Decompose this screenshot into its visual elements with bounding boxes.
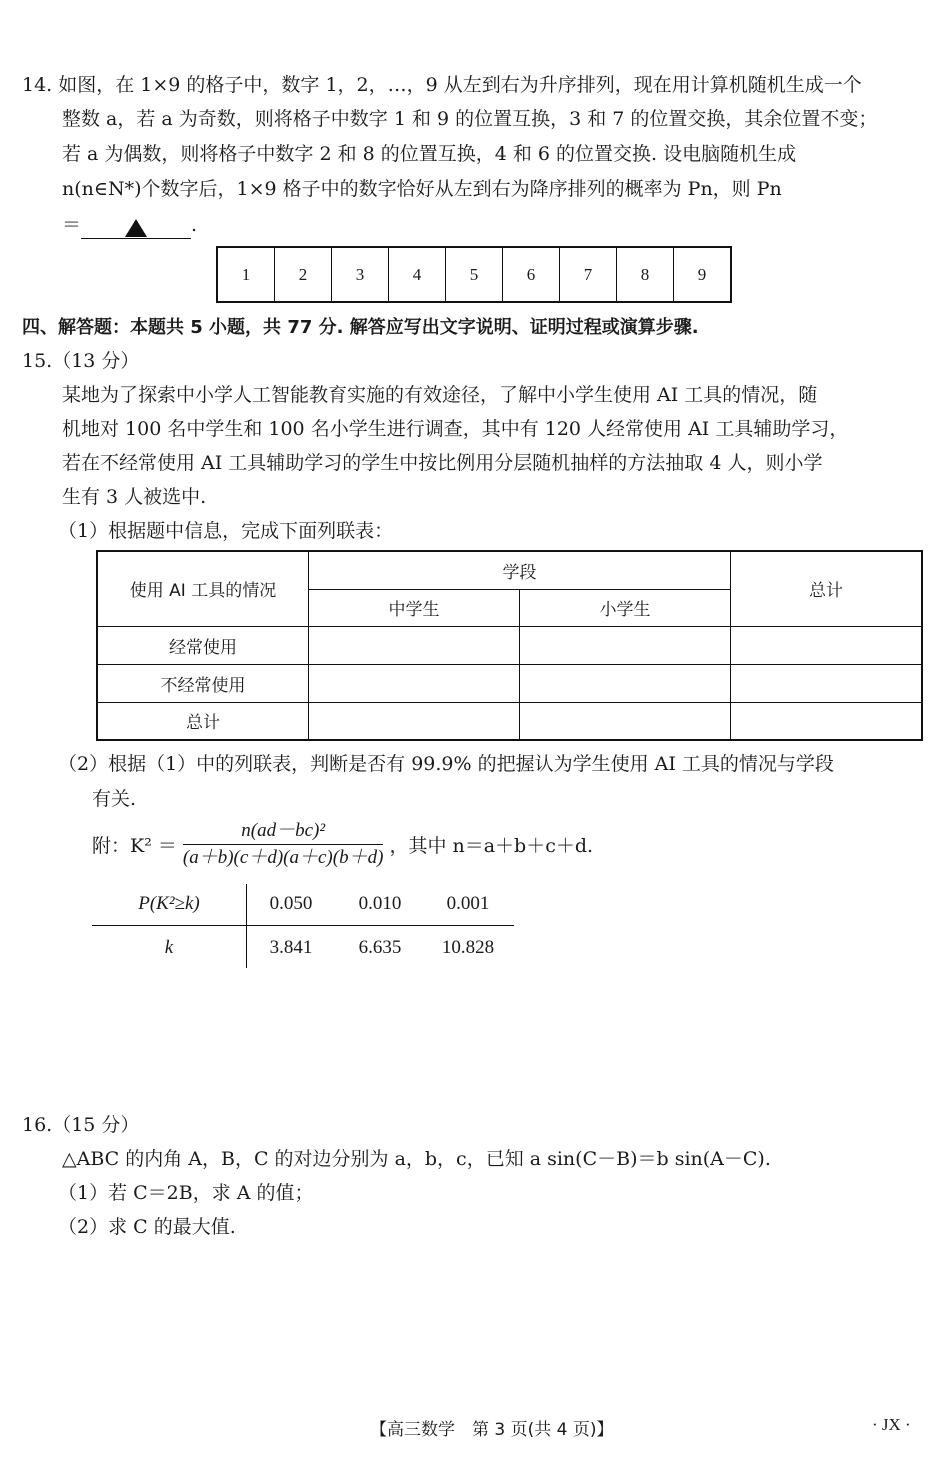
q14-line1: 14. 如图，在 1×9 的格子中，数字 1，2，…，9 从左到右为升序排列，现在用计算机随机生成一个 [22, 74, 862, 96]
q14-line2: 整数 a，若 a 为奇数，则将格子中数字 1 和 9 的位置互换，3 和 7 的位置交换，其余位置不变； [62, 108, 878, 130]
ref-k-value: 10.828 [441, 937, 495, 958]
ref-p-value: 0.050 [269, 893, 313, 914]
ref-divider-horizontal [92, 925, 514, 926]
q16-header: 16.（15 分） [22, 1114, 140, 1136]
critical-value-table [92, 884, 512, 968]
grid-cell: 7 [560, 248, 617, 301]
table-cell [309, 702, 520, 740]
q14-period: . [191, 214, 198, 236]
formula-numerator: n(ad－bc)² [183, 818, 383, 845]
formula-denominator: (a＋b)(c＋d)(a＋c)(b＋d) [182, 847, 384, 868]
table-row [92, 884, 512, 924]
table-corner-header: 使用 AI 工具的情况 [97, 551, 309, 626]
grid-cell: 6 [503, 248, 560, 301]
table-row [97, 702, 922, 740]
table-cell [731, 664, 923, 702]
q14-line3: 若 a 为偶数，则将格子中数字 2 和 8 的位置互换，4 和 6 的位置交换. 设电脑随机生成 [62, 143, 797, 165]
ref-k-label: k [164, 937, 174, 958]
q15-para-line4: 生有 3 人被选中. [62, 486, 207, 508]
q15-part1: （1）根据题中信息，完成下面列联表： [58, 520, 394, 542]
q15-header: 15.（13 分） [22, 350, 140, 372]
grid-cell: 9 [697, 264, 707, 284]
grid-cell: 1 [218, 248, 275, 301]
table-row-label: 总计 [97, 702, 309, 740]
table-row [97, 664, 922, 702]
q14-line5 [62, 210, 197, 240]
q14-line4: n(n∈N*)个数字后，1×9 格子中的数字恰好从左到右为降序排列的概率为 Pn，则 Pn [62, 178, 782, 200]
q16-part1: （1）若 C＝2B，求 A 的值； [58, 1182, 314, 1204]
table-col-primary-school: 小学生 [520, 589, 731, 626]
table-row-label: 经常使用 [97, 626, 309, 664]
formula-prefix: 附：K² ＝ [92, 835, 177, 857]
table-row-label: 不经常使用 [97, 664, 309, 702]
footer-tag: · JX · [872, 1415, 911, 1434]
q15-para-line1: 某地为了探索中小学人工智能教育实施的有效途径，了解中小学生使用 AI 工具的情况，随 [62, 384, 818, 406]
table-group-header: 学段 [309, 551, 731, 589]
q16-part2: （2）求 C 的最大值. [58, 1216, 236, 1238]
ref-p-label: P(K²≥k) [138, 893, 200, 914]
formula-suffix: ，其中 n＝a＋b＋c＋d. [389, 835, 594, 857]
grid-cell: 3 [332, 248, 389, 301]
table-cell [309, 664, 520, 702]
grid-cell: 2 [275, 248, 332, 301]
ref-divider-vertical [246, 884, 247, 968]
grid-cell: 5 [446, 248, 503, 301]
table-col-middle-school: 中学生 [309, 589, 520, 626]
table-cell [731, 626, 923, 664]
table-cell [520, 664, 731, 702]
grid-cell: 8 [617, 248, 674, 301]
q15-part2-line2: 有关. [92, 788, 137, 810]
q15-para-line3: 若在不经常使用 AI 工具辅助学习的学生中按比例用分层随机抽样的方法抽取 4 人，则小学 [62, 452, 823, 474]
ref-k-value: 6.635 [358, 937, 402, 958]
section-heading: 四、解答题：本题共 5 小题，共 77 分. 解答应写出文字说明、证明过程或演算步骤. [22, 317, 699, 338]
q15-para-line2: 机地对 100 名中学生和 100 名小学生进行调查，其中有 120 人经常使用 AI 工具辅助学习， [62, 418, 849, 440]
ref-p-value: 0.001 [446, 893, 490, 914]
table-row [92, 928, 512, 968]
table-total-header: 总计 [731, 551, 923, 626]
number-grid [216, 246, 732, 303]
table-row [97, 626, 922, 664]
q15-part2-line1: （2）根据（1）中的列联表，判断是否有 99.9% 的把握认为学生使用 AI 工具的情况与学段 [58, 753, 834, 775]
formula [92, 818, 593, 871]
q14-equals: ＝ [62, 214, 82, 236]
answer-blank [81, 214, 191, 239]
contingency-table [96, 550, 923, 741]
q16-line1: △ABC 的内角 A，B，C 的对边分别为 a，b，c，已知 a sin(C－B)＝b sin(A－C). [62, 1148, 771, 1170]
table-cell [309, 626, 520, 664]
grid-cell: 4 [389, 248, 446, 301]
page-footer: 【高三数学 第 3 页(共 4 页)】 [370, 1420, 614, 1440]
table-cell [731, 702, 923, 740]
ref-p-value: 0.010 [358, 893, 402, 914]
table-cell [520, 702, 731, 740]
table-cell [520, 626, 731, 664]
ref-k-value: 3.841 [269, 937, 313, 958]
triangle-icon [125, 219, 147, 237]
formula-fraction [183, 818, 383, 871]
